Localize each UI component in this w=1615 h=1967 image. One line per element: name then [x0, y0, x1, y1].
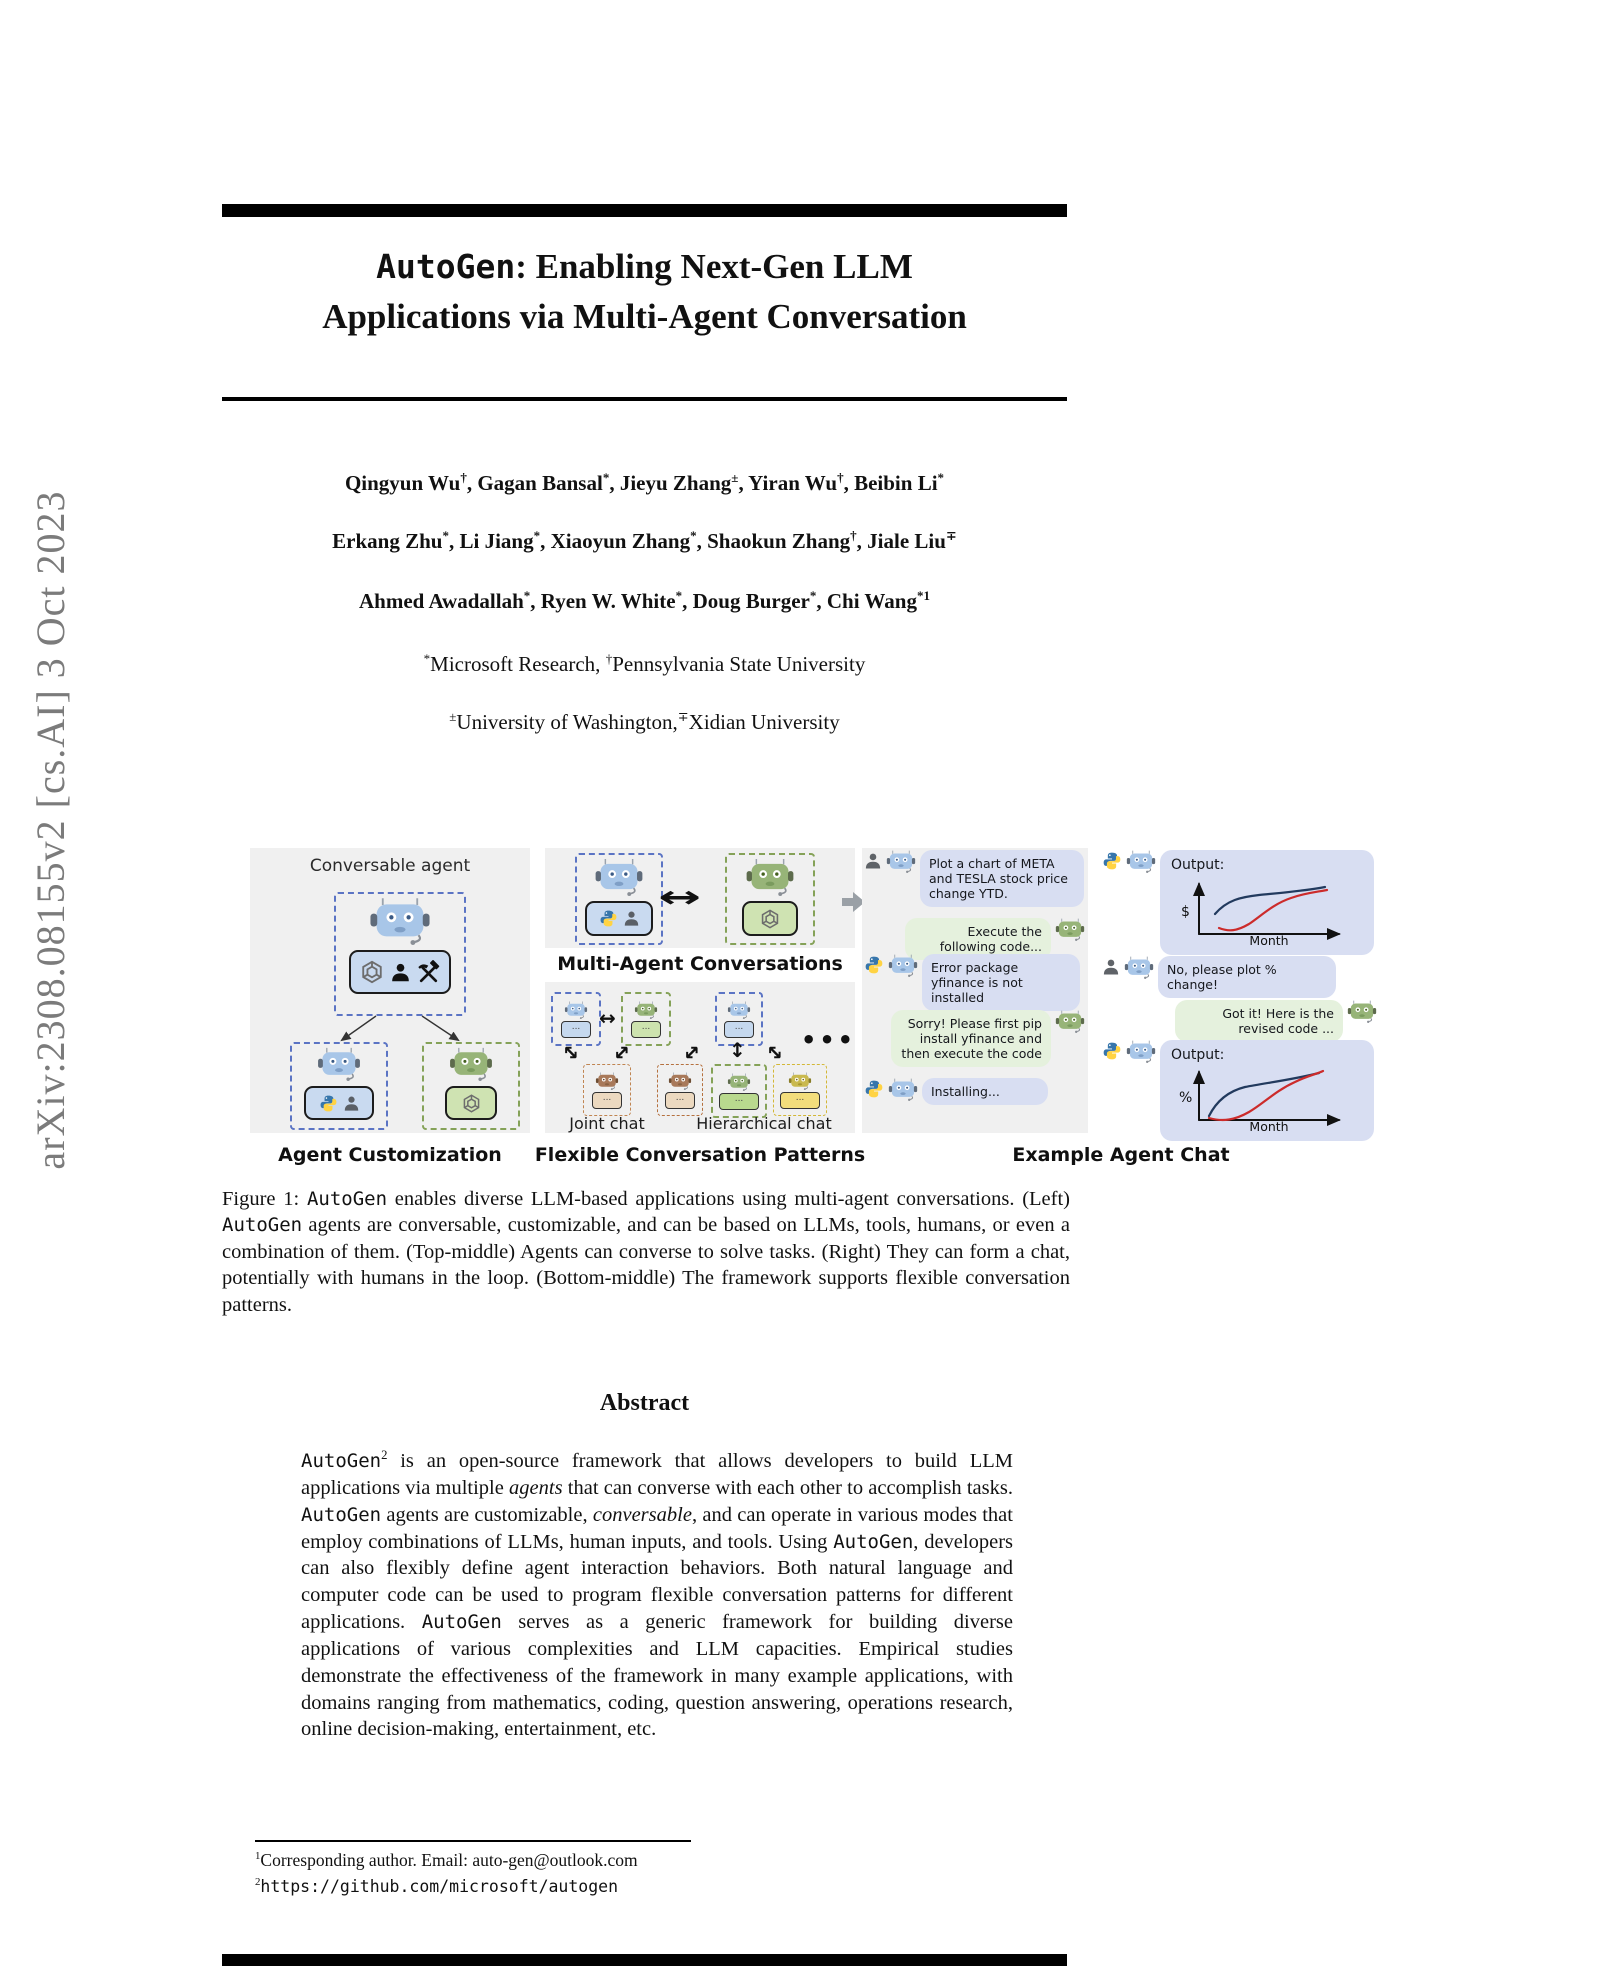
chat-message-row: [1102, 956, 1336, 998]
custom-agent-llm-box: [422, 1042, 520, 1130]
bidirectional-arrow: ↔: [556, 1037, 586, 1067]
caption-example-agent-chat: Example Agent Chat: [1012, 1144, 1230, 1166]
robot-blue-icon: [317, 1047, 361, 1081]
openai-badge: [742, 901, 798, 936]
abstract-body: AutoGen$^2$ is an open-source framework that allows developers to build LLM applications via multiple agents that can converse with each other to accomplish tasks. AutoGen agents are customizable, conversable, and can operate in various modes that employ combinations of LLMs, human inputs, and tools. Using AutoGen, developers can also flexibly define agent interaction behaviors. Both natural language and computer code can be used to program flexible conversation patterns for different applications. AutoGen serves as a generic framework for building diverse applications of various complexities and LLM capacities. Empirical studies demonstrate the effectiveness of the framework in many example applications, with domains ranging from mathematics, coding, question answering, operations research, online decision-making, entertainment, etc.: [301, 1448, 1014, 1741]
title-rule: [222, 397, 1067, 401]
robot-green-icon: [745, 858, 795, 896]
robot-yellow-icon: [788, 1072, 812, 1090]
hier-agent-green: [711, 1064, 767, 1118]
footnote-1: $^1$Corresponding author. Email: auto-gen@outlook.com: [255, 1850, 638, 1870]
robot-blue-icon: [886, 850, 916, 873]
chat-box: ...: [665, 1092, 695, 1109]
author-line-3: [222, 589, 1067, 614]
python-icon: [599, 909, 618, 928]
author: Chi Wang$^{*1}$: [826, 588, 930, 613]
person-icon: [343, 1095, 360, 1112]
author: Ryen W. White*,: [540, 588, 693, 613]
bidirectional-arrow: ↔: [676, 1037, 706, 1067]
chat-bubble: No, please plot % change!: [1158, 956, 1336, 998]
robot-blue-icon: [1126, 850, 1156, 873]
author-line-2: [222, 529, 1067, 554]
panel1-title: Conversable agent: [309, 856, 471, 876]
robot-blue-icon: [564, 1001, 588, 1019]
stock-price-chart: [1169, 876, 1355, 946]
svg-text:$: $: [1181, 903, 1190, 920]
chat-box: ...: [592, 1092, 622, 1109]
chat-box: ...: [631, 1021, 661, 1038]
robot-brown-icon: [668, 1072, 692, 1090]
affiliation-line-2: ±University of Washington,∓Xidian University: [449, 709, 840, 734]
python-icon: [319, 1094, 338, 1113]
footnote-rule: [255, 1840, 691, 1842]
person-icon: [1102, 958, 1120, 976]
chat-bubble: Sorry! Please first pip install yfinance and then execute the code: [891, 1010, 1051, 1067]
robot-blue-icon: [888, 1078, 918, 1101]
robot-green-icon: [449, 1047, 493, 1081]
author: Shaokun Zhang†,: [707, 528, 868, 553]
hier-agent-yellow: [773, 1064, 827, 1116]
chat-message-row: [864, 850, 1084, 907]
svg-text:%: %: [1179, 1089, 1193, 1106]
chat-message-row: [1175, 1000, 1377, 1042]
author: Jiale Liu∓: [867, 528, 957, 553]
joint-agent-blue: [551, 992, 601, 1046]
openai-icon: [759, 908, 781, 930]
output-bubble: [1160, 850, 1374, 955]
title-autogen: AutoGen: [376, 247, 516, 286]
chat-bubble: Plot a chart of META and TESLA stock price change YTD.: [920, 850, 1084, 907]
author: Yiran Wu†,: [748, 470, 855, 495]
joint-agent-brown: [583, 1064, 631, 1116]
agent-b-box: [725, 853, 815, 945]
author: Ahmed Awadallah*,: [359, 588, 541, 613]
robot-brown-icon: [595, 1072, 619, 1090]
chat-message-row: [1102, 850, 1374, 955]
figure-caption: Figure 1: AutoGen enables diverse LLM-based applications using multi-agent conversations. (Left) AutoGen agents are conversable, customizable, and can be based on LLMs, tools, humans, or even a combination of them. (Top-middle) Agents can converse to solve tasks. (Right) They can form a chat, potentially with humans in the loop. (Bottom-middle) The framework supports flexible conversation patterns.: [222, 1188, 1070, 1316]
robot-blue-icon: [888, 954, 918, 977]
author: Erkang Zhu*,: [332, 528, 460, 553]
hier-agent-brown: [657, 1064, 703, 1116]
custom-agent-human-tool-box: [290, 1042, 388, 1130]
author: Jieyu Zhang±,: [619, 470, 749, 495]
chat-bubble: Got it! Here is the revised code ...: [1175, 1000, 1343, 1042]
python-icon: [864, 955, 884, 975]
chat-message-row: [864, 954, 1080, 1011]
python-icon: [864, 1079, 884, 1099]
panel-example-chat-left: [862, 848, 1088, 1133]
page-title-line1: AutoGen: Enabling Next-Gen LLM: [376, 247, 913, 286]
panel-conversation-patterns: [545, 982, 855, 1133]
robot-green-icon: [1055, 918, 1085, 941]
robot-blue-icon: [594, 858, 644, 896]
chat-box: ...: [561, 1021, 591, 1038]
author: Qingyun Wu†,: [344, 470, 478, 495]
arxiv-watermark: arXiv:2308.08155v2 [cs.AI] 3 Oct 2023: [28, 490, 73, 1170]
chat-bubble: Installing...: [922, 1078, 1048, 1105]
pct-change-chart: [1169, 1066, 1355, 1132]
agent-a-box: [575, 853, 663, 945]
bottom-rule: [222, 1954, 1067, 1966]
chat-bubble: Execute the following code...: [905, 918, 1051, 960]
python-icon: [1102, 851, 1122, 871]
footnote-2: $^2$https://github.com/microsoft/autogen: [255, 1876, 619, 1896]
abstract-heading: Abstract: [599, 1390, 690, 1416]
python-icon: [1102, 1041, 1122, 1061]
label-hierarchical-chat: Hierarchical chat: [696, 1114, 832, 1133]
svg-text:Month: Month: [1249, 932, 1289, 946]
author: Doug Burger*,: [692, 588, 827, 613]
openai-badge: [445, 1086, 497, 1120]
person-icon: [623, 910, 640, 927]
robot-green-icon: [634, 1001, 658, 1019]
bidirectional-arrow-vertical: ↕: [729, 1038, 746, 1062]
python-human-badge: [304, 1086, 374, 1120]
chat-box: ...: [780, 1092, 820, 1109]
joint-agent-green: [621, 992, 671, 1046]
panel-example-chat-right: [1100, 848, 1380, 1133]
python-human-badge: [585, 901, 653, 936]
bidirectional-arrow: ↔: [606, 1037, 636, 1067]
chat-message-row: [891, 1010, 1085, 1067]
openai-icon: [461, 1093, 482, 1114]
chat-bubble: Error package yfinance is not installed: [922, 954, 1080, 1011]
output-label: Output:: [1171, 1047, 1225, 1063]
chat-box: ...: [724, 1021, 754, 1038]
chat-message-row: [864, 1078, 1048, 1105]
author: Beibin Li*: [854, 470, 945, 495]
robot-green-icon: [1055, 1010, 1085, 1033]
top-rule: [222, 204, 1067, 217]
label-joint-chat: Joint chat: [569, 1114, 645, 1133]
author: Gagan Bansal*,: [477, 470, 620, 495]
ellipsis-dots: •••: [801, 1026, 857, 1054]
chat-box: ...: [719, 1093, 759, 1110]
author: Xiaoyun Zhang*,: [550, 528, 708, 553]
figure-1: [250, 848, 1380, 1182]
page-title-line2: Applications via Multi-Agent Conversation: [322, 297, 967, 336]
caption-agent-customization: Agent Customization: [278, 1144, 502, 1166]
output-label: Output:: [1171, 857, 1225, 873]
robot-green-icon: [1347, 1000, 1377, 1023]
chat-message-row: [1102, 1040, 1374, 1141]
author: Li Jiang*,: [459, 528, 551, 553]
caption-flexible-patterns: Flexible Conversation Patterns: [534, 1144, 866, 1166]
robot-green-icon: [727, 1073, 751, 1091]
github-link[interactable]: https://github.com/microsoft/autogen: [260, 1877, 619, 1896]
affiliation-line-1: *Microsoft Research, †Pennsylvania State University: [423, 651, 866, 676]
person-icon: [864, 852, 882, 870]
svg-text:Month: Month: [1249, 1118, 1289, 1132]
panel-multi-agent: [545, 848, 855, 948]
label-multi-agent-conversations: Multi-Agent Conversations: [557, 953, 843, 975]
robot-blue-icon: [1126, 1040, 1156, 1063]
bidirectional-arrow: ↔: [658, 880, 701, 915]
panel-conversable-agent: [250, 848, 530, 1133]
robot-blue-icon: [727, 1001, 751, 1019]
bidirectional-arrow: ↔: [599, 1006, 616, 1030]
author-line-1: [222, 471, 1067, 496]
robot-blue-icon: [1124, 956, 1154, 979]
output-bubble: [1160, 1040, 1374, 1141]
bidirectional-arrow: ↔: [760, 1037, 790, 1067]
